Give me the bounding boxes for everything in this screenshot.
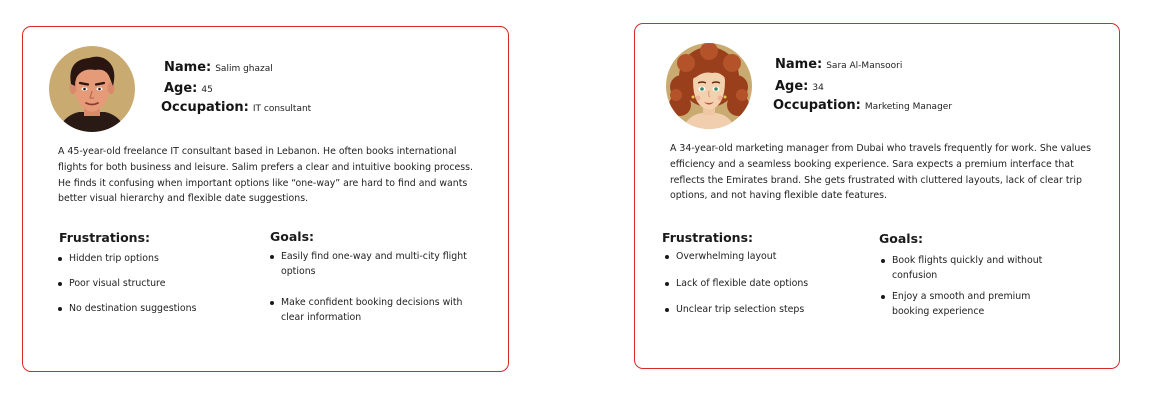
list-item: Unclear trip selection steps	[664, 303, 804, 318]
persona-bio: A 45-year-old freelance IT consultant based in Lebanon. He often books international flights for both business and leisure. Salim prefers a clear and intuitive booking process. He finds it confusing when important options like “one-way” are hard to find and wants better visual hierarchy and flexible date suggestions.	[58, 146, 474, 205]
list-item: Enjoy a smooth and premium booking experience	[880, 290, 1070, 319]
name-label: Name:	[775, 57, 823, 72]
list-item: No destination suggestions	[57, 302, 196, 317]
age-row	[164, 78, 213, 99]
name-row	[164, 57, 273, 78]
name-value: Sara Al-Mansoori	[826, 61, 903, 71]
list-item: Lack of flexible date options	[664, 277, 808, 292]
occupation-row	[773, 95, 952, 116]
persona-card-sara	[634, 23, 1120, 369]
frustrations-title: Frustrations:	[662, 230, 754, 245]
persona-card-salim	[22, 26, 509, 372]
name-row	[775, 54, 902, 75]
age-value: 34	[812, 83, 824, 93]
woman-avatar-icon	[666, 43, 752, 129]
list-item: Make confident booking decisions with clear information	[269, 296, 471, 325]
occupation-label: Occupation:	[773, 98, 861, 113]
occupation-value: IT consultant	[252, 104, 312, 114]
persona-bio: A 34-year-old marketing manager from Dubai who travels frequently for work. She values efficiency and a seamless booking experience. Sara expects a premium interface that reflects the Emirates brand. She gets frustrated with cluttered layouts, lack of clear trip options, and not having flexible date features.	[670, 143, 1091, 202]
age-label: Age:	[775, 79, 809, 94]
occupation-value: Marketing Manager	[864, 102, 953, 112]
goals-title: Goals:	[270, 229, 315, 244]
name-label: Name:	[164, 60, 212, 75]
list-item: Easily find one-way and multi-city flight options	[269, 250, 471, 279]
occupation-label: Occupation:	[161, 100, 249, 115]
goals-title: Goals:	[879, 231, 924, 246]
age-value: 45	[201, 85, 213, 95]
age-row	[775, 76, 824, 97]
age-label: Age:	[164, 81, 198, 96]
frustrations-title: Frustrations:	[59, 230, 151, 245]
list-item: Hidden trip options	[57, 252, 159, 267]
list-item: Poor visual structure	[57, 277, 165, 292]
man-avatar-icon	[49, 46, 135, 132]
name-value: Salim ghazal	[215, 64, 273, 74]
occupation-row	[161, 97, 311, 118]
list-item: Overwhelming layout	[664, 250, 776, 265]
list-item: Book flights quickly and without confusion	[880, 254, 1070, 283]
